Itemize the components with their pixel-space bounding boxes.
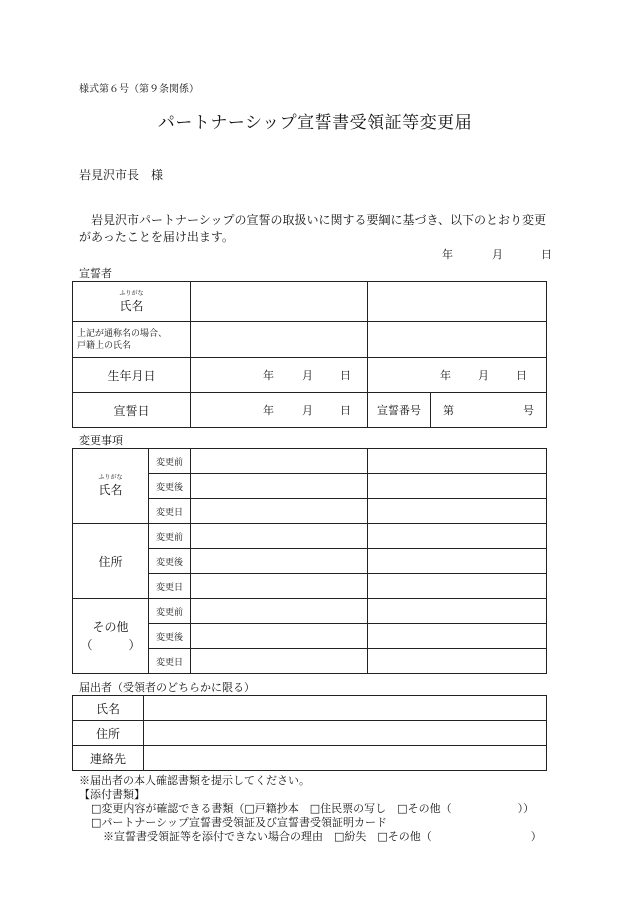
month-label: 月 (302, 369, 313, 382)
date-month: 月 (492, 248, 503, 261)
name-label: 氏名 (98, 483, 123, 497)
furigana-label: ふりがな (119, 289, 144, 297)
change-field[interactable] (368, 449, 547, 474)
vow-number-field[interactable] (431, 393, 547, 428)
notifier-row (73, 696, 547, 721)
name-label: 氏名 (119, 298, 144, 313)
notifier-name-field[interactable] (144, 696, 547, 721)
attachment-reason: ※宣誓書受領証等を添付できない場合の理由 □紛失 □その他（ ） (103, 830, 542, 843)
id-note: ※届出者の本人確認書類を提示してください。 (79, 774, 310, 787)
declarant-name-field-2[interactable] (368, 282, 547, 322)
change-field[interactable] (368, 474, 547, 499)
day-label: 日 (516, 369, 527, 382)
change-field[interactable] (368, 549, 547, 574)
change-field[interactable] (191, 499, 368, 524)
change-field[interactable] (191, 599, 368, 624)
attachment-item-2: □パートナーシップ宣誓書受領証及び宣誓書受領証明カード (91, 816, 387, 829)
change-field[interactable] (191, 624, 368, 649)
change-field[interactable] (368, 649, 547, 674)
notifier-contact-field[interactable] (144, 746, 547, 771)
alias-label-line-1: 上記が通称名の場合、 (77, 328, 168, 339)
changes-heading: 変更事項 (79, 434, 123, 447)
birth-row (73, 358, 547, 393)
year-label: 年 (263, 404, 274, 417)
other-paren: （ ） (80, 638, 141, 652)
change-field[interactable] (368, 599, 547, 624)
change-field[interactable] (368, 499, 547, 524)
furigana-label: ふりがな (98, 474, 123, 481)
change-field[interactable] (191, 649, 368, 674)
changes-table (72, 448, 547, 674)
month-label: 月 (302, 404, 313, 417)
change-field[interactable] (368, 624, 547, 649)
body-text-line-1: 岩見沢市パートナーシップの宣誓の取扱いに関する要綱に基づき、以下のとおり変更 (91, 213, 547, 227)
year-label: 年 (440, 369, 451, 382)
notifier-contact-label: 連絡先 (73, 746, 144, 771)
alias-label-line-2: 戸籍上の氏名 (77, 340, 132, 351)
alias-field-1[interactable] (191, 322, 368, 358)
vow-date-field[interactable] (191, 393, 368, 428)
declarant-table (72, 281, 547, 428)
before-label: 変更前 (149, 599, 191, 624)
changed-date-label: 変更日 (149, 649, 191, 674)
after-label: 変更後 (149, 624, 191, 649)
number-suffix: 号 (523, 404, 534, 417)
body-text-line-2: があったことを届け出ます。 (79, 230, 234, 244)
declarant-name-row (73, 282, 547, 322)
change-field[interactable] (191, 524, 368, 549)
change-field[interactable] (191, 549, 368, 574)
before-label: 変更前 (149, 449, 191, 474)
addressee: 岩見沢市長 様 (79, 168, 164, 182)
birth-label: 生年月日 (73, 358, 191, 393)
attachments-heading: 【添付書類】 (79, 788, 145, 801)
notifier-row (73, 746, 547, 771)
declarant-name-label-cell (73, 282, 191, 322)
vow-number-label: 宣誓番号 (368, 393, 431, 428)
notifier-table (72, 695, 547, 771)
other-label: その他 (92, 620, 129, 634)
change-field[interactable] (368, 574, 547, 599)
date-year: 年 (442, 248, 453, 261)
declarant-name-field-1[interactable] (191, 282, 368, 322)
change-row (73, 599, 547, 624)
notifier-row (73, 721, 547, 746)
before-label: 変更前 (149, 524, 191, 549)
change-field[interactable] (191, 474, 368, 499)
declarant-heading: 宣誓者 (79, 267, 112, 280)
changed-date-label: 変更日 (149, 574, 191, 599)
change-row (73, 449, 547, 474)
notifier-address-label: 住所 (73, 721, 144, 746)
year-label: 年 (263, 369, 274, 382)
change-row (73, 524, 547, 549)
day-label: 日 (340, 404, 351, 417)
alias-label-cell (73, 322, 191, 358)
change-name-label-cell (73, 449, 149, 524)
attachment-item-1: □変更内容が確認できる書類（□戸籍抄本 □住民票の写し □その他（ ）） (91, 802, 535, 815)
notifier-name-label: 氏名 (73, 696, 144, 721)
number-prefix: 第 (443, 404, 454, 417)
date-day: 日 (541, 248, 552, 261)
other-label-cell (73, 599, 149, 674)
notifier-address-field[interactable] (144, 721, 547, 746)
after-label: 変更後 (149, 549, 191, 574)
address-label: 住所 (73, 524, 149, 599)
notifier-heading: 届出者（受領者のどちらかに限る） (79, 681, 255, 694)
form-number: 様式第６号（第９条関係） (79, 84, 199, 95)
birth-date-field-2[interactable] (368, 358, 547, 393)
changed-date-label: 変更日 (149, 499, 191, 524)
month-label: 月 (478, 369, 489, 382)
alias-field-2[interactable] (368, 322, 547, 358)
declarant-alias-row (73, 322, 547, 358)
birth-date-field-1[interactable] (191, 358, 368, 393)
form-title: パートナーシップ宣誓書受領証等変更届 (157, 113, 473, 133)
change-field[interactable] (191, 574, 368, 599)
vow-row (73, 393, 547, 428)
vow-date-label: 宣誓日 (73, 393, 191, 428)
day-label: 日 (340, 369, 351, 382)
after-label: 変更後 (149, 474, 191, 499)
change-field[interactable] (368, 524, 547, 549)
change-field[interactable] (191, 449, 368, 474)
